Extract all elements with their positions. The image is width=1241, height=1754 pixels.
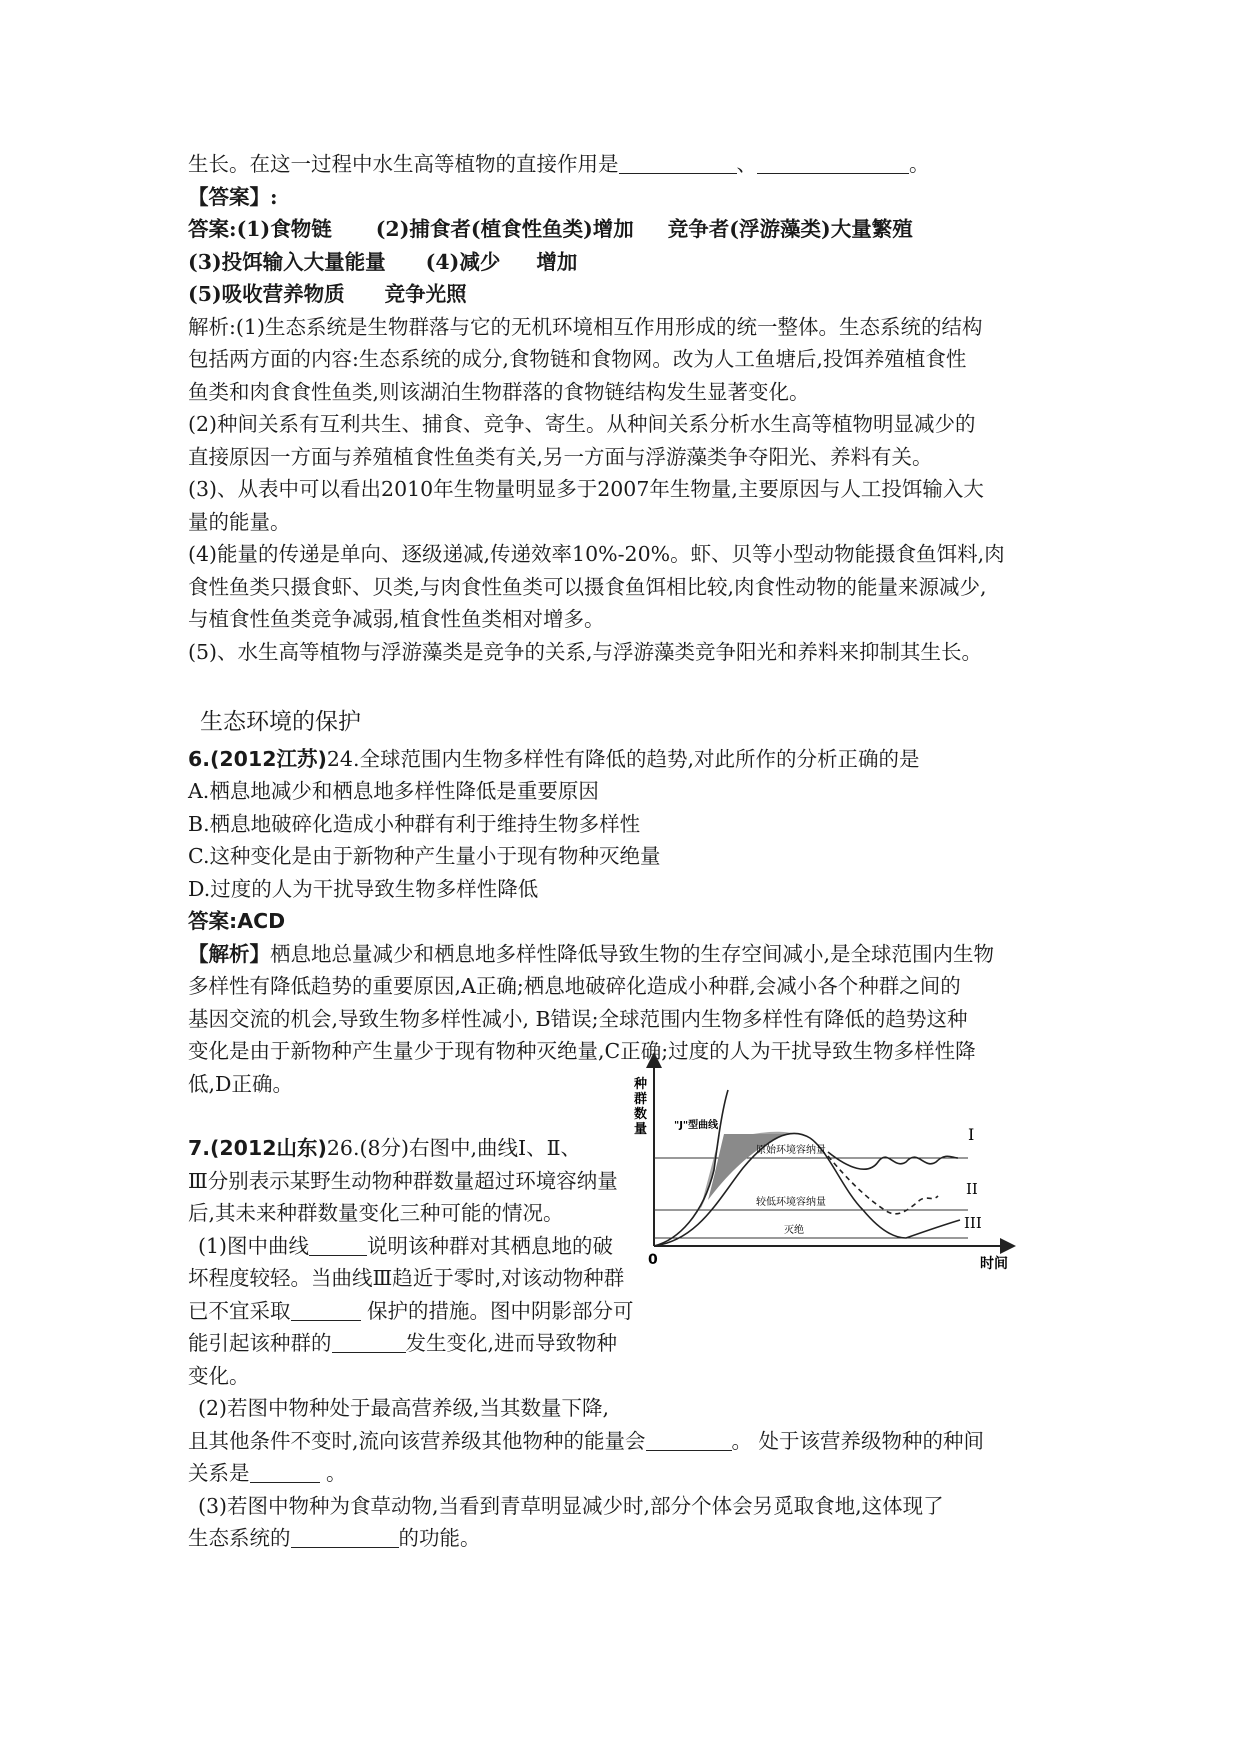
q7-line-8: 变化。 <box>188 1363 250 1388</box>
document-body <box>188 148 1058 1555</box>
q7-text: 。 处于该营养级物种的种间 <box>731 1428 985 1453</box>
analysis-line: (3)、从表中可以看出2010年生物量明显多于2007年生物量,主要原因与人工投饵输入大 <box>188 477 984 501</box>
curve-III-label: III <box>964 1214 982 1232</box>
q6-option[interactable]: B.栖息地破碎化造成小种群有利于维持生物多样性 <box>188 811 641 836</box>
population-curve-figure <box>528 1050 1068 1300</box>
q7-line-9: (2)若图中物种处于最高营养级,当其数量下降, <box>198 1396 610 1420</box>
answer-blank[interactable] <box>291 1527 399 1548</box>
origin-label: 0 <box>648 1252 658 1268</box>
analysis-line: 量的能量。 <box>188 509 291 534</box>
q7-line-2: Ⅲ分别表示某野生动物种群数量超过环境容纳量 <box>188 1168 618 1193</box>
answer-item: (2)捕食者(植食性鱼类)增加 <box>375 217 634 241</box>
y-axis-label: 种群数量 <box>634 1077 648 1137</box>
analysis-line: 直接原因一方面与养殖植食性鱼类有关,另一方面与浮游藻类争夺阳光、养料有关。 <box>188 444 933 469</box>
q7-text: 。 <box>319 1461 347 1485</box>
q7-line-5: 坏程度较轻。当曲线Ⅲ趋近于零时,对该动物种群 <box>188 1266 625 1290</box>
answer-label: 【答案】: <box>188 184 278 209</box>
answer-item: 竞争光照 <box>384 282 467 306</box>
answer-blank[interactable] <box>332 1332 406 1353</box>
q7-text: 的功能。 <box>398 1526 481 1550</box>
q7-text: 生态系统的 <box>188 1526 291 1550</box>
q7-text: 26.(8分)右图中,曲线Ⅰ、Ⅱ、 <box>326 1136 582 1160</box>
analysis-line: 包括两方面的内容:生态系统的成分,食物链和食物网。改为人工鱼塘后,投饵养殖植食性 <box>188 347 967 371</box>
q6-analysis-line <box>188 938 1058 971</box>
curve-II-label: II <box>966 1180 978 1198</box>
q6-options <box>188 775 1058 905</box>
answer-item: 答案:(1)食物链 <box>188 217 332 241</box>
answer-blank[interactable] <box>757 153 909 174</box>
analysis-line: 与植食性鱼类竞争减弱,植食性鱼类相对增多。 <box>188 607 605 631</box>
section-title: 生态环境的保护 <box>200 709 361 735</box>
q7-line-7 <box>188 1327 1058 1360</box>
q6-analysis-line: 变化是由于新物种产生量少于现有物种灭绝量,C正确;过度的人为干扰导致生物多样性降 <box>188 1039 976 1063</box>
original-capacity-label: 原始环境容纳量 <box>756 1145 826 1156</box>
q7-text: 关系是 <box>188 1461 250 1485</box>
q6-analysis-line: 多样性有降低趋势的重要原因,A正确;栖息地破碎化造成小种群,会减小各个种群之间的 <box>188 974 961 998</box>
analysis-label: 【解析】 <box>188 941 270 966</box>
analysis-line: 鱼类和肉食食性鱼类,则该湖泊生物群落的食物链结构发生显著变化。 <box>188 379 810 404</box>
q6-analysis-line: 基因交流的机会,导致生物多样性减小, B错误;全球范围内生物多样性有降低的趋势这种 <box>188 1006 968 1031</box>
shaded-area-main <box>708 1134 788 1200</box>
q6-option[interactable]: A.栖息地减少和栖息地多样性降低是重要原因 <box>188 779 599 803</box>
answer-blank[interactable] <box>646 1430 732 1451</box>
j-curve-label: "J"型曲线 <box>674 1120 719 1131</box>
q6-label: 6.(2012江苏) <box>188 746 327 771</box>
answer-line-2 <box>188 246 1058 279</box>
analysis-line: (5)、水生高等植物与浮游藻类是竞争的关系,与浮游藻类竞争阳光和养料来抑制其生长。 <box>188 639 983 664</box>
curve-III <box>863 1210 960 1238</box>
q7-line-13 <box>188 1522 1058 1555</box>
q6-option[interactable]: D.过度的人为干扰导致生物多样性降低 <box>188 876 539 901</box>
answer-blank[interactable] <box>309 1235 367 1256</box>
q6-stem-text: 24.全球范围内生物多样性有降低的趋势,对此所作的分析正确的是 <box>326 746 920 771</box>
answer-blank[interactable] <box>291 1300 361 1321</box>
analysis-line: 食性鱼类只摄食虾、贝类,与肉食性鱼类可以摄食鱼饵相比较,肉食性动物的能量来源减少, <box>188 574 987 599</box>
q7-text: 发生变化,进而导致物种 <box>405 1331 618 1355</box>
answer-blank[interactable] <box>250 1462 320 1483</box>
q7-label: 7.(2012山东) <box>188 1136 327 1160</box>
question-tail-line <box>188 148 1058 181</box>
separator: 、 <box>736 152 757 176</box>
analysis-block <box>188 311 1058 669</box>
q7-text: (1)图中曲线 <box>198 1233 310 1258</box>
curve-I <box>828 1152 958 1169</box>
lower-capacity-label: 较低环境容纳量 <box>756 1197 826 1208</box>
analysis-text: 栖息地总量减少和栖息地多样性降低导致生物的生存空间减小,是全球范围内生物 <box>270 941 995 966</box>
q7-text: 说明该种群对其栖息地的破 <box>367 1233 614 1258</box>
q6-stem <box>188 743 1058 776</box>
x-axis-label: 时间 <box>980 1256 1008 1272</box>
answer-item: (3)投饵输入大量能量 <box>188 249 386 274</box>
q7-text: 且其他条件不变时,流向该营养级其他物种的能量会 <box>188 1428 646 1453</box>
answer-line-1 <box>188 213 1058 246</box>
q7-line-12: (3)若图中物种为食草动物,当看到青草明显减少时,部分个体会另觅取食地,这体现了 <box>198 1493 944 1518</box>
analysis-line: (4)能量的传递是单向、逐级递减,传递效率10%-20%。虾、贝等小型动物能摄食鱼饵料,肉 <box>188 542 1005 566</box>
analysis-line: (2)种间关系有互利共生、捕食、竞争、寄生。从种间关系分析水生高等植物明显减少的 <box>188 412 976 436</box>
question-text: 生长。在这一过程中水生高等植物的直接作用是 <box>188 152 619 176</box>
extinction-label: 灭绝 <box>784 1225 804 1236</box>
answer-blank[interactable] <box>619 153 737 174</box>
q7-line-11 <box>188 1457 1058 1490</box>
q6-analysis-line: 低,D正确。 <box>188 1071 293 1096</box>
answer-item: 竞争者(浮游藻类)大量繁殖 <box>667 217 913 241</box>
curve-I-label: I <box>968 1125 975 1144</box>
q6-answer: 答案:ACD <box>188 909 286 933</box>
answer-item: (4)减少 <box>425 249 501 274</box>
answer-item: (5)吸收营养物质 <box>188 282 345 306</box>
q7-text: 能引起该种群的 <box>188 1331 332 1355</box>
q7-line-10 <box>188 1425 1058 1458</box>
answer-line-3 <box>188 278 1058 311</box>
q7-text: 已不宜采取 <box>188 1298 291 1323</box>
analysis-line: 解析:(1)生态系统是生物群落与它的无机环境相互作用形成的统一整体。生态系统的结构 <box>188 314 983 339</box>
q7-text: 保护的措施。图中阴影部分可 <box>360 1298 634 1323</box>
period: 。 <box>909 152 930 176</box>
answer-item: 增加 <box>536 249 578 274</box>
q6-option[interactable]: C.这种变化是由于新物种产生量小于现有物种灭绝量 <box>188 844 661 868</box>
q7-line-3: 后,其未来种群数量变化三种可能的情况。 <box>188 1201 564 1225</box>
